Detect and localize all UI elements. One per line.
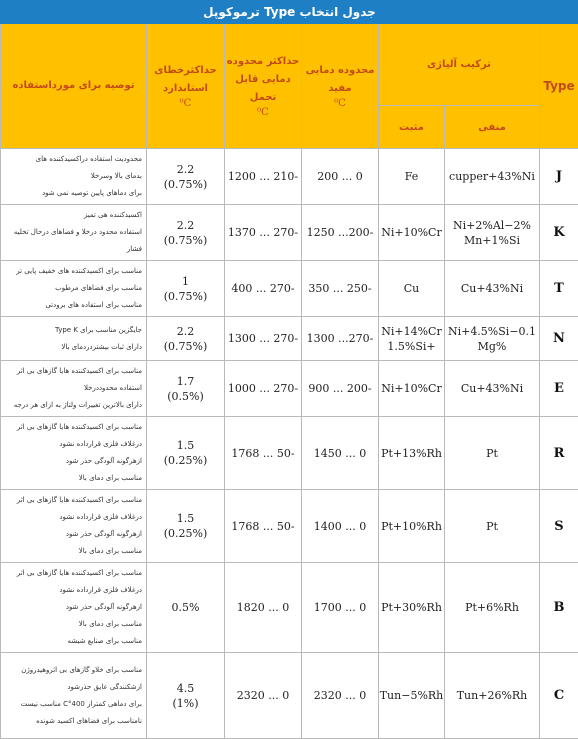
table-row — [1, 317, 578, 361]
error-cell — [147, 563, 225, 653]
usage-line: درغلاف فلزی قرارداده نشود — [5, 582, 142, 599]
range-cell: 0 ... 1400 — [302, 490, 379, 563]
error-percent: (0.75%) — [147, 177, 224, 192]
max-range-cell: 0 ... 2320 — [225, 653, 302, 739]
negative-line: %Mg — [445, 339, 539, 354]
usage-line: مناسب برای صنایع شیشه — [5, 633, 142, 650]
type-cell: C — [540, 653, 578, 739]
error-percent: (0.75%) — [147, 233, 224, 248]
table-row — [1, 417, 578, 490]
header-range — [302, 24, 379, 149]
header-usage: توصیه برای مورداستفاده — [1, 24, 147, 149]
table-row — [1, 653, 578, 739]
header-max-error-label: حداکثرخطای استاندارد — [154, 65, 216, 94]
usage-line: بدمای بالا وسرخلا — [5, 168, 142, 185]
usage-cell — [1, 149, 147, 205]
usage-line: مناسب برای دمای بالا — [5, 543, 142, 560]
error-percent: (0.5%) — [147, 389, 224, 404]
table-row — [1, 261, 578, 317]
error-value: 2.2 — [147, 162, 224, 177]
usage-line: مناسب برای استفاده های برودتی — [5, 297, 142, 314]
negative-cell: Tun+26%Rh — [445, 653, 540, 739]
header-max-error — [147, 24, 225, 149]
error-value: 1.5 — [147, 511, 224, 526]
range-cell: -250 ... 350 — [302, 261, 379, 317]
error-cell — [147, 490, 225, 563]
header-range-unit: ⁰C — [302, 98, 378, 110]
error-value: 4.5 — [147, 681, 224, 696]
positive-cell: Ni+10%Cr — [379, 205, 445, 261]
header-positive: مثبت — [379, 106, 445, 149]
error-percent: (0.75%) — [147, 339, 224, 354]
negative-line: Ni+4.5%Si−0.1 — [445, 324, 539, 339]
usage-line: دارای بالاترین تغییرات ولتاژ به ازای هر درجه — [5, 397, 142, 414]
header-range-label: محدوده دمایی مفید — [306, 65, 375, 94]
error-percent: (0.25%) — [147, 526, 224, 541]
max-range-cell: -270 ... 1300 — [225, 317, 302, 361]
header-max-range-label: حداکثر محدوده دمایی قابل تحمل — [227, 56, 299, 103]
negative-cell — [445, 317, 540, 361]
positive-cell: Pt+10%Rh — [379, 490, 445, 563]
usage-line: ازهرگونه آلودگی حذر شود — [5, 526, 142, 543]
negative-line: Mn+1%Si — [445, 233, 539, 248]
positive-line: +1.5%Si — [379, 339, 444, 354]
range-cell: -200 ... 900 — [302, 361, 379, 417]
header-type: Type — [540, 24, 578, 149]
max-range-cell: -210 ... 1200 — [225, 149, 302, 205]
header-row — [1, 24, 578, 106]
usage-line: درغلاف فلزی قرارداده نشود — [5, 509, 142, 526]
negative-cell: Cu+43%Ni — [445, 361, 540, 417]
usage-line: مناسب برای اکسیدکننده هایا گازهای بی اثر — [5, 492, 142, 509]
usage-line: درغلاف فلزی قرارداده نشود — [5, 436, 142, 453]
type-cell: R — [540, 417, 578, 490]
usage-line: مناسب برای اکسیدکننده هایا گازهای بی اثر — [5, 419, 142, 436]
header-alloy: ترکیب آلیاژی — [379, 24, 540, 106]
usage-cell — [1, 490, 147, 563]
type-cell: T — [540, 261, 578, 317]
usage-cell — [1, 417, 147, 490]
negative-cell: Pt — [445, 417, 540, 490]
header-max-range — [225, 24, 302, 149]
usage-line: مناسب برای خلاو گازهای بی اثروهیدروژن — [5, 662, 142, 679]
usage-line: مناسب برای اکسیدکننده های خفیف پایی تر — [5, 263, 142, 280]
positive-cell: Pt+13%Rh — [379, 417, 445, 490]
type-cell: K — [540, 205, 578, 261]
usage-line: دارای ثبات بیشتردردمای بالا — [5, 339, 142, 356]
negative-cell: Pt — [445, 490, 540, 563]
usage-line: برای دماهی کمتراز 400°C مناسب نیست — [5, 696, 142, 713]
usage-cell — [1, 317, 147, 361]
max-range-cell: -270 ... 400 — [225, 261, 302, 317]
positive-cell: Ni+10%Cr — [379, 361, 445, 417]
usage-line: مناسب برای اکسیدکننده هایا گازهای بی اثر — [5, 363, 142, 380]
negative-cell: Cu+43%Ni — [445, 261, 540, 317]
negative-cell: Pt+6%Rh — [445, 563, 540, 653]
range-cell: -270... 1300 — [302, 317, 379, 361]
positive-cell — [379, 317, 445, 361]
table-row — [1, 563, 578, 653]
type-cell: B — [540, 563, 578, 653]
max-range-cell: 0 ... 1820 — [225, 563, 302, 653]
usage-line: ازشکنندگی عایق حذرشود — [5, 679, 142, 696]
table-title: جدول انتخاب Type ترموکوپل — [1, 1, 578, 24]
usage-line: ازهرگونه آلودگی حذر شود — [5, 599, 142, 616]
usage-cell — [1, 653, 147, 739]
usage-line: مناسب برای دمای بالا — [5, 616, 142, 633]
table-row — [1, 361, 578, 417]
error-cell — [147, 317, 225, 361]
usage-line: محدودیت استفاده دراکسیدکننده های — [5, 151, 142, 168]
positive-line: Ni+14%Cr — [379, 324, 444, 339]
usage-line: استفاده محدود درخلا و فضاهای درحال تخلیه — [5, 224, 142, 241]
table-row — [1, 490, 578, 563]
usage-line: مناسب برای دمای بالا — [5, 470, 142, 487]
usage-line: مناسب برای اکسیدکننده هایا گازهای بی اثر — [5, 565, 142, 582]
usage-cell — [1, 261, 147, 317]
table-row — [1, 205, 578, 261]
positive-cell: Pt+30%Rh — [379, 563, 445, 653]
range-cell: -200... 1250 — [302, 205, 379, 261]
max-range-cell: -270 ... 1370 — [225, 205, 302, 261]
usage-line: استفاده محدوددرخلا — [5, 380, 142, 397]
range-cell: 0 ... 1450 — [302, 417, 379, 490]
type-cell: J — [540, 149, 578, 205]
usage-line: نامناسب برای فضاهای اکسید شونده — [5, 713, 142, 730]
positive-cell: Cu — [379, 261, 445, 317]
error-cell — [147, 361, 225, 417]
type-cell: E — [540, 361, 578, 417]
error-value: 1.5 — [147, 438, 224, 453]
error-value: 1.7 — [147, 374, 224, 389]
negative-line: Ni+2%Al−2% — [445, 218, 539, 233]
error-value: 0.5% — [147, 600, 224, 615]
usage-cell — [1, 361, 147, 417]
range-cell: 0 ... 1700 — [302, 563, 379, 653]
type-cell: N — [540, 317, 578, 361]
error-cell — [147, 653, 225, 739]
usage-line: فشار — [5, 241, 142, 258]
max-range-cell: -50 ... 1768 — [225, 490, 302, 563]
error-percent: (1%) — [147, 696, 224, 711]
negative-cell — [445, 205, 540, 261]
positive-cell: Fe — [379, 149, 445, 205]
max-range-cell: -50 ... 1768 — [225, 417, 302, 490]
error-value: 2.2 — [147, 324, 224, 339]
header-max-error-unit: ⁰C — [147, 98, 224, 110]
usage-line: برای دماهای پایین توصیه نمی شود — [5, 185, 142, 202]
error-percent: (0.25%) — [147, 453, 224, 468]
usage-cell — [1, 563, 147, 653]
usage-line: ازهرگونه آلودگی حذر شود — [5, 453, 142, 470]
max-range-cell: -270 ... 1000 — [225, 361, 302, 417]
error-cell — [147, 261, 225, 317]
error-cell — [147, 205, 225, 261]
usage-line: جایگزین مناسب برای Type K — [5, 322, 142, 339]
error-percent: (0.75%) — [147, 289, 224, 304]
range-cell: 0 ... 200 — [302, 149, 379, 205]
error-cell — [147, 149, 225, 205]
usage-line: اکسیدکننده هی تمیز — [5, 207, 142, 224]
positive-cell: Tun−5%Rh — [379, 653, 445, 739]
header-max-range-unit: ⁰C — [225, 107, 301, 119]
error-value: 2.2 — [147, 218, 224, 233]
type-cell: S — [540, 490, 578, 563]
title-row — [1, 1, 578, 24]
usage-cell — [1, 205, 147, 261]
range-cell: 0 ... 2320 — [302, 653, 379, 739]
header-negative: منفی — [445, 106, 540, 149]
usage-line: مناسب برای فضاهای مرطوب — [5, 280, 142, 297]
error-value: 1 — [147, 274, 224, 289]
error-cell — [147, 417, 225, 490]
table-row — [1, 149, 578, 205]
negative-cell: cupper+43%Ni — [445, 149, 540, 205]
